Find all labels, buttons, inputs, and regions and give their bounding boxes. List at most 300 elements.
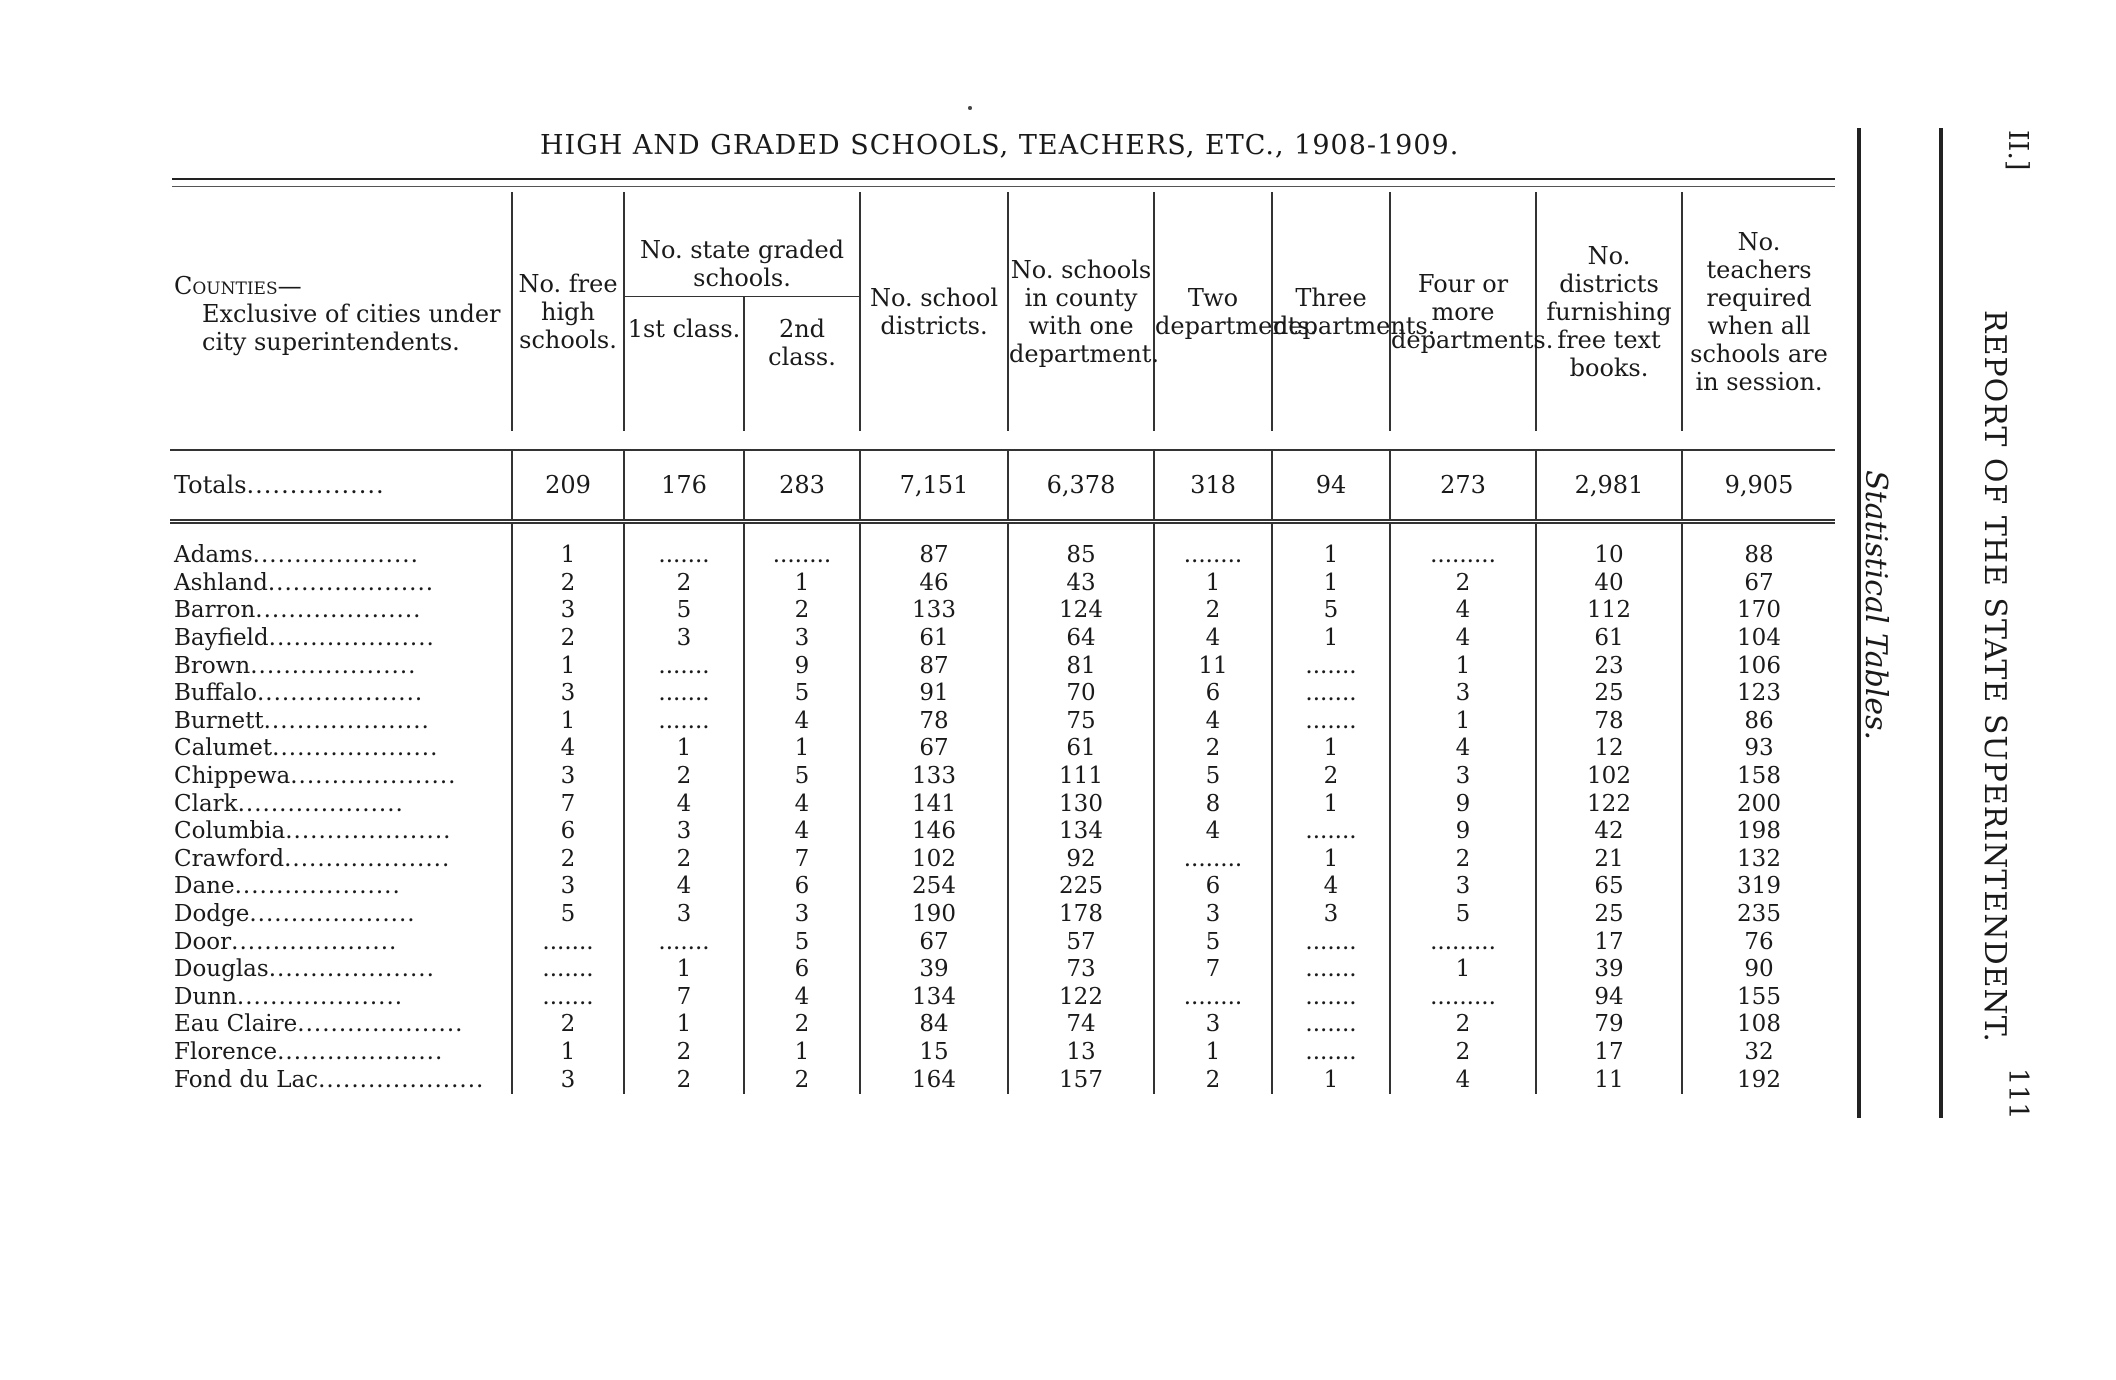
county-name: Douglas <box>174 956 269 983</box>
county-cell <box>170 708 512 736</box>
value-cell: 67 <box>860 735 1008 763</box>
table-row <box>170 901 1835 929</box>
teachers-required-header: No. teachers required when all schools are in session. <box>1682 192 1835 431</box>
value-cell: 88 <box>1682 542 1835 570</box>
value-cell: 32 <box>1682 1039 1835 1067</box>
value-cell: 254 <box>860 873 1008 901</box>
value-cell: 39 <box>860 956 1008 984</box>
value-cell: 1 <box>512 1039 624 1067</box>
value-cell: 67 <box>1682 570 1835 598</box>
value-cell: 1 <box>1272 790 1390 818</box>
value-cell: 1 <box>1154 1039 1272 1067</box>
free-high-schools-header: No. free high schools. <box>512 192 624 431</box>
dot-leader: .................... <box>231 928 398 955</box>
value-cell: 141 <box>860 790 1008 818</box>
spacer-row <box>170 522 1835 543</box>
county-name: Calumet <box>174 735 273 762</box>
totals-value: 7,151 <box>860 450 1008 522</box>
value-cell: 1 <box>1272 625 1390 653</box>
empty-dotted-cell: ....... <box>1272 1039 1390 1067</box>
value-cell: 122 <box>1008 984 1154 1012</box>
dot-leader: .................... <box>250 652 417 679</box>
value-cell: 123 <box>1682 680 1835 708</box>
table-row <box>170 846 1835 874</box>
value-cell: 2 <box>624 763 744 791</box>
value-cell: 2 <box>1390 1011 1536 1039</box>
value-cell: 2 <box>624 570 744 598</box>
county-cell <box>170 1039 512 1067</box>
value-cell: 2 <box>512 625 624 653</box>
county-cell <box>170 597 512 625</box>
empty-dotted-cell: ....... <box>624 680 744 708</box>
dot-leader: .................... <box>297 1011 464 1038</box>
dot-leader: .................... <box>267 569 435 596</box>
value-cell: 91 <box>860 680 1008 708</box>
value-cell: 7 <box>744 846 860 874</box>
totals-value: 9,905 <box>1682 450 1835 522</box>
value-cell: 8 <box>1154 790 1272 818</box>
value-cell: 3 <box>744 901 860 929</box>
value-cell: 4 <box>744 984 860 1012</box>
totals-value: 176 <box>624 450 744 522</box>
header-row <box>170 192 1835 297</box>
value-cell: 2 <box>1154 735 1272 763</box>
county-cell <box>170 846 512 874</box>
value-cell: 70 <box>1008 680 1154 708</box>
value-cell: 2 <box>512 846 624 874</box>
value-cell: 92 <box>1008 846 1154 874</box>
table-row <box>170 1039 1835 1067</box>
value-cell: 2 <box>624 1039 744 1067</box>
value-cell: 146 <box>860 818 1008 846</box>
county-name: Barron <box>174 597 256 624</box>
value-cell: 4 <box>1272 873 1390 901</box>
value-cell: 4 <box>744 790 860 818</box>
value-cell: 9 <box>1390 790 1536 818</box>
value-cell: 198 <box>1682 818 1835 846</box>
first-class-header: 1st class. <box>624 297 744 432</box>
part-marker: II.] <box>2002 130 2033 171</box>
value-cell: 2 <box>744 1011 860 1039</box>
table-row <box>170 597 1835 625</box>
empty-dotted-cell: ....... <box>624 542 744 570</box>
counties-label: Counties— <box>174 272 302 300</box>
value-cell: 1 <box>512 542 624 570</box>
value-cell: 4 <box>624 790 744 818</box>
county-name: Eau Claire <box>174 1011 298 1038</box>
table-row <box>170 763 1835 791</box>
value-cell: 87 <box>860 652 1008 680</box>
empty-dotted-cell: ....... <box>1272 1011 1390 1039</box>
totals-row <box>170 450 1835 522</box>
dot-leader: .................... <box>318 1066 485 1093</box>
empty-dotted-cell: ........ <box>1154 542 1272 570</box>
dot-leader: .................... <box>234 873 401 900</box>
value-cell: 104 <box>1682 625 1835 653</box>
value-cell: 3 <box>512 680 624 708</box>
table-row <box>170 818 1835 846</box>
value-cell: 17 <box>1536 928 1682 956</box>
value-cell: 42 <box>1536 818 1682 846</box>
page-title: HIGH AND GRADED SCHOOLS, TEACHERS, ETC., 1908-1909. <box>540 130 1460 161</box>
empty-dotted-cell: ....... <box>512 984 624 1012</box>
value-cell: 1 <box>624 1011 744 1039</box>
value-cell: 46 <box>860 570 1008 598</box>
running-head: REPORT OF THE STATE SUPERINTENDENT. <box>1977 310 2012 1043</box>
value-cell: 3 <box>512 763 624 791</box>
value-cell: 2 <box>1390 570 1536 598</box>
value-cell: 155 <box>1682 984 1835 1012</box>
value-cell: 1 <box>512 708 624 736</box>
value-cell: 64 <box>1008 625 1154 653</box>
table-row <box>170 790 1835 818</box>
value-cell: 111 <box>1008 763 1154 791</box>
dot-leader: .................... <box>263 707 430 734</box>
empty-dotted-cell: ....... <box>1272 984 1390 1012</box>
dot-leader: .................... <box>285 818 452 845</box>
value-cell: 2 <box>1272 763 1390 791</box>
value-cell: 85 <box>1008 542 1154 570</box>
totals-label: Totals <box>174 471 247 499</box>
county-name: Brown <box>174 652 251 679</box>
value-cell: 11 <box>1536 1066 1682 1094</box>
county-name: Dunn <box>174 983 237 1010</box>
county-cell <box>170 735 512 763</box>
empty-dotted-cell: ......... <box>1390 984 1536 1012</box>
value-cell: 3 <box>1154 1011 1272 1039</box>
value-cell: 7 <box>512 790 624 818</box>
value-cell: 1 <box>1272 846 1390 874</box>
stray-ink-dot <box>968 106 972 110</box>
value-cell: 3 <box>512 873 624 901</box>
value-cell: 178 <box>1008 901 1154 929</box>
value-cell: 90 <box>1682 956 1835 984</box>
table-row <box>170 680 1835 708</box>
empty-dotted-cell: ....... <box>1272 956 1390 984</box>
table-row <box>170 542 1835 570</box>
dot-leader: .................... <box>237 790 404 817</box>
county-name: Clark <box>174 790 238 817</box>
table-row <box>170 873 1835 901</box>
dot-leader: .................... <box>268 625 435 652</box>
value-cell: 76 <box>1682 928 1835 956</box>
value-cell: 15 <box>860 1039 1008 1067</box>
empty-dotted-cell: ....... <box>624 652 744 680</box>
value-cell: 6 <box>512 818 624 846</box>
table-row <box>170 928 1835 956</box>
value-cell: 1 <box>512 652 624 680</box>
value-cell: 124 <box>1008 597 1154 625</box>
value-cell: 6 <box>744 873 860 901</box>
county-name: Dane <box>174 873 235 900</box>
value-cell: 5 <box>512 901 624 929</box>
value-cell: 1 <box>1390 956 1536 984</box>
value-cell: 2 <box>744 1066 860 1094</box>
value-cell: 17 <box>1536 1039 1682 1067</box>
county-name: Bayfield <box>174 625 269 652</box>
county-cell <box>170 1011 512 1039</box>
value-cell: 190 <box>860 901 1008 929</box>
value-cell: 93 <box>1682 735 1835 763</box>
value-cell: 108 <box>1682 1011 1835 1039</box>
county-cell <box>170 1066 512 1094</box>
value-cell: 4 <box>624 873 744 901</box>
value-cell: 4 <box>1390 1066 1536 1094</box>
value-cell: 158 <box>1682 763 1835 791</box>
value-cell: 3 <box>1390 680 1536 708</box>
value-cell: 1 <box>1154 570 1272 598</box>
table-row <box>170 652 1835 680</box>
value-cell: 225 <box>1008 873 1154 901</box>
value-cell: 1 <box>1390 708 1536 736</box>
value-cell: 78 <box>860 708 1008 736</box>
value-cell: 86 <box>1682 708 1835 736</box>
value-cell: 1 <box>744 1039 860 1067</box>
value-cell: 3 <box>512 1066 624 1094</box>
value-cell: 192 <box>1682 1066 1835 1094</box>
empty-dotted-cell: ........ <box>1154 846 1272 874</box>
county-name: Adams <box>174 542 253 569</box>
value-cell: 1 <box>1272 570 1390 598</box>
value-cell: 79 <box>1536 1011 1682 1039</box>
value-cell: 9 <box>744 652 860 680</box>
value-cell: 4 <box>1390 735 1536 763</box>
value-cell: 94 <box>1536 984 1682 1012</box>
value-cell: 39 <box>1536 956 1682 984</box>
value-cell: 2 <box>1390 1039 1536 1067</box>
state-graded-schools-header: No. state graded schools. <box>624 192 860 297</box>
dot-leader: .................... <box>284 845 451 872</box>
value-cell: 134 <box>1008 818 1154 846</box>
school-districts-header: No. school districts. <box>860 192 1008 431</box>
value-cell: 1 <box>1390 652 1536 680</box>
value-cell: 102 <box>860 846 1008 874</box>
two-departments-header: Two departments. <box>1154 192 1272 431</box>
value-cell: 1 <box>744 570 860 598</box>
county-cell <box>170 680 512 708</box>
county-name: Buffalo <box>174 680 257 707</box>
value-cell: 81 <box>1008 652 1154 680</box>
empty-dotted-cell: ....... <box>624 708 744 736</box>
value-cell: 57 <box>1008 928 1154 956</box>
value-cell: 3 <box>1390 873 1536 901</box>
value-cell: 319 <box>1682 873 1835 901</box>
value-cell: 5 <box>1390 901 1536 929</box>
value-cell: 200 <box>1682 790 1835 818</box>
table-row <box>170 570 1835 598</box>
four-departments-header: Four or more departments. <box>1390 192 1536 431</box>
totals-value: 2,981 <box>1536 450 1682 522</box>
table-row <box>170 625 1835 653</box>
dot-leader: .................... <box>249 901 416 928</box>
county-cell <box>170 901 512 929</box>
county-name: Columbia <box>174 818 286 845</box>
value-cell: 1 <box>1272 1066 1390 1094</box>
county-cell <box>170 873 512 901</box>
value-cell: 23 <box>1536 652 1682 680</box>
value-cell: 5 <box>1154 763 1272 791</box>
empty-dotted-cell: ....... <box>512 928 624 956</box>
dot-leader: .................... <box>256 680 424 707</box>
value-cell: 7 <box>1154 956 1272 984</box>
value-cell: 2 <box>512 1011 624 1039</box>
totals-label-cell <box>170 450 512 522</box>
value-cell: 78 <box>1536 708 1682 736</box>
value-cell: 10 <box>1536 542 1682 570</box>
three-departments-header: Three departments. <box>1272 192 1390 431</box>
value-cell: 61 <box>1536 625 1682 653</box>
value-cell: 132 <box>1682 846 1835 874</box>
county-name: Door <box>174 928 232 955</box>
value-cell: 4 <box>1390 625 1536 653</box>
one-department-header: No. schools in county with one department. <box>1008 192 1154 431</box>
county-cell <box>170 790 512 818</box>
totals-value: 318 <box>1154 450 1272 522</box>
value-cell: 25 <box>1536 901 1682 929</box>
value-cell: 133 <box>860 763 1008 791</box>
value-cell: 235 <box>1682 901 1835 929</box>
totals-value: 6,378 <box>1008 450 1154 522</box>
dot-leader: .................... <box>290 763 457 790</box>
table-row <box>170 984 1835 1012</box>
county-name: Burnett <box>174 707 264 734</box>
table-body <box>170 450 1835 1094</box>
county-name: Fond du Lac <box>174 1066 319 1093</box>
value-cell: 67 <box>860 928 1008 956</box>
empty-dotted-cell: ....... <box>1272 680 1390 708</box>
empty-dotted-cell: ....... <box>1272 652 1390 680</box>
value-cell: 164 <box>860 1066 1008 1094</box>
value-cell: 3 <box>512 597 624 625</box>
value-cell: 6 <box>1154 873 1272 901</box>
county-cell <box>170 652 512 680</box>
counties-header <box>170 192 512 431</box>
value-cell: 73 <box>1008 956 1154 984</box>
second-class-header: 2nd class. <box>744 297 860 432</box>
value-cell: 5 <box>1154 928 1272 956</box>
counties-note: Exclusive of cities under city superintendents. <box>202 300 501 356</box>
value-cell: 1 <box>1272 542 1390 570</box>
value-cell: 134 <box>860 984 1008 1012</box>
value-cell: 2 <box>1154 1066 1272 1094</box>
value-cell: 5 <box>1272 597 1390 625</box>
table-row <box>170 708 1835 736</box>
value-cell: 7 <box>624 984 744 1012</box>
value-cell: 112 <box>1536 597 1682 625</box>
county-cell <box>170 928 512 956</box>
value-cell: 3 <box>624 818 744 846</box>
value-cell: 3 <box>1390 763 1536 791</box>
empty-dotted-cell: ......... <box>1390 928 1536 956</box>
value-cell: 170 <box>1682 597 1835 625</box>
value-cell: 130 <box>1008 790 1154 818</box>
value-cell: 122 <box>1536 790 1682 818</box>
value-cell: 84 <box>860 1011 1008 1039</box>
totals-value: 273 <box>1390 450 1536 522</box>
value-cell: 43 <box>1008 570 1154 598</box>
dot-leader: .................... <box>252 542 419 569</box>
free-text-books-header: No. districts furnishing free text books. <box>1536 192 1682 431</box>
value-cell: 102 <box>1536 763 1682 791</box>
county-name: Ashland <box>174 569 268 596</box>
table-row <box>170 735 1835 763</box>
county-cell <box>170 625 512 653</box>
county-cell <box>170 763 512 791</box>
statistics-table <box>170 192 1835 1094</box>
value-cell: 4 <box>1390 597 1536 625</box>
dot-leader: .................... <box>236 983 404 1010</box>
value-cell: 5 <box>744 928 860 956</box>
value-cell: 13 <box>1008 1039 1154 1067</box>
county-cell <box>170 984 512 1012</box>
value-cell: 2 <box>1154 597 1272 625</box>
value-cell: 21 <box>1536 846 1682 874</box>
table-row <box>170 1011 1835 1039</box>
value-cell: 1 <box>624 735 744 763</box>
county-name: Florence <box>174 1038 278 1065</box>
totals-value: 283 <box>744 450 860 522</box>
county-name: Dodge <box>174 901 250 928</box>
section-label: Statistical Tables. <box>1858 470 1893 741</box>
value-cell: 4 <box>744 708 860 736</box>
value-cell: 12 <box>1536 735 1682 763</box>
empty-dotted-cell: ....... <box>1272 818 1390 846</box>
empty-dotted-cell: ....... <box>624 928 744 956</box>
title-rule-top <box>172 178 1835 180</box>
value-cell: 106 <box>1682 652 1835 680</box>
value-cell: 6 <box>744 956 860 984</box>
empty-dotted-cell: ....... <box>512 956 624 984</box>
county-name: Chippewa <box>174 763 291 790</box>
value-cell: 4 <box>1154 818 1272 846</box>
value-cell: 61 <box>860 625 1008 653</box>
value-cell: 2 <box>744 597 860 625</box>
value-cell: 4 <box>1154 625 1272 653</box>
totals-value: 94 <box>1272 450 1390 522</box>
county-cell <box>170 818 512 846</box>
dot-leader: .................... <box>255 597 422 624</box>
page-number: 111 <box>2002 1068 2033 1120</box>
value-cell: 3 <box>744 625 860 653</box>
value-cell: 4 <box>744 818 860 846</box>
value-cell: 40 <box>1536 570 1682 598</box>
empty-dotted-cell: ........ <box>1154 984 1272 1012</box>
value-cell: 87 <box>860 542 1008 570</box>
value-cell: 9 <box>1390 818 1536 846</box>
header-rule-row <box>170 431 1835 450</box>
value-cell: 3 <box>624 901 744 929</box>
side-rule-right <box>1939 128 1943 1118</box>
value-cell: 2 <box>1390 846 1536 874</box>
value-cell: 1 <box>1272 735 1390 763</box>
value-cell: 4 <box>512 735 624 763</box>
value-cell: 5 <box>744 763 860 791</box>
county-cell <box>170 542 512 570</box>
dot-leader: .................... <box>277 1038 444 1065</box>
totals-value: 209 <box>512 450 624 522</box>
empty-dotted-cell: ....... <box>1272 708 1390 736</box>
value-cell: 2 <box>624 1066 744 1094</box>
value-cell: 3 <box>1154 901 1272 929</box>
title-rule-bottom <box>172 186 1835 187</box>
value-cell: 1 <box>744 735 860 763</box>
dot-leader: .................... <box>268 956 435 983</box>
value-cell: 61 <box>1008 735 1154 763</box>
value-cell: 4 <box>1154 708 1272 736</box>
county-cell <box>170 570 512 598</box>
value-cell: 5 <box>744 680 860 708</box>
empty-dotted-cell: ....... <box>1272 928 1390 956</box>
